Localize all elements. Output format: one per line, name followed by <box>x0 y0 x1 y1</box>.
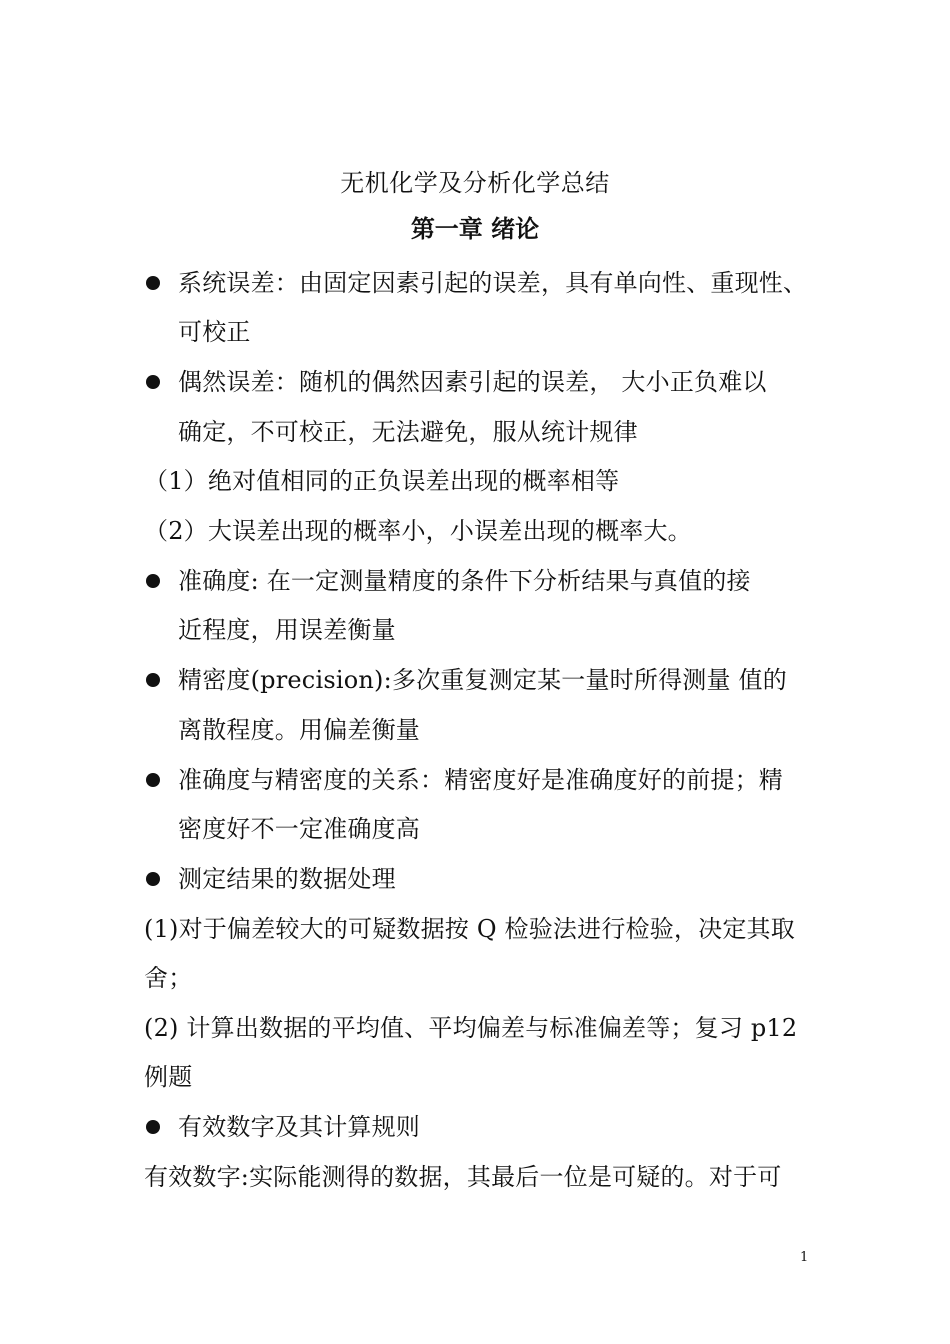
paragraph-line: 确定，不可校正，无法避免，服从统计规律 <box>178 418 638 446</box>
paragraph-line: 系统误差：由固定因素引起的误差，具有单向性、重现性、 <box>178 269 808 297</box>
paragraph-line: (2) 计算出数据的平均值、平均偏差与标准偏差等；复习 p12 <box>144 1014 798 1042</box>
paragraph-line: (1)对于偏差较大的可疑数据按 Q 检验法进行检验，决定其取 <box>144 915 795 943</box>
paragraph-line: 可校正 <box>178 318 251 346</box>
paragraph-line: 偶然误差：随机的偶然因素引起的误差， 大小正负难以 <box>178 368 767 396</box>
paragraph-line: （1）绝对值相同的正负误差出现的概率相等 <box>144 467 620 495</box>
paragraph-line: 密度好不一定准确度高 <box>178 815 420 843</box>
paragraph-line: 精密度(precision):多次重复测定某一量时所得测量 值的 <box>178 666 787 694</box>
paragraph-line: 有效数字及其计算规则 <box>178 1113 420 1141</box>
paragraph-line: 例题 <box>144 1063 193 1091</box>
paragraph-line: （2）大误差出现的概率小，小误差出现的概率大。 <box>144 517 692 545</box>
paragraph-line: 离散程度。用偏差衡量 <box>178 716 420 744</box>
paragraph-line: 准确度与精密度的关系：精密度好是准确度好的前提；精 <box>178 766 783 794</box>
chapter-heading: 第一章 绪论 <box>410 215 540 243</box>
document-title: 无机化学及分析化学总结 <box>340 169 610 197</box>
bullet-icon <box>146 375 160 389</box>
bullet-icon <box>146 1120 160 1134</box>
paragraph-line: 测定结果的数据处理 <box>178 865 396 893</box>
page-number: 1 <box>800 1250 809 1265</box>
bullet-icon <box>146 276 160 290</box>
paragraph-line: 近程度，用误差衡量 <box>178 616 396 644</box>
paragraph-line: 有效数字:实际能测得的数据，其最后一位是可疑的。对于可 <box>144 1163 782 1191</box>
bullet-icon <box>146 673 160 687</box>
bullet-icon <box>146 773 160 787</box>
paragraph-line: 舍； <box>144 964 193 992</box>
paragraph-line: 准确度: 在一定测量精度的条件下分析结果与真值的接 <box>178 567 751 595</box>
bullet-icon <box>146 574 160 588</box>
bullet-icon <box>146 872 160 886</box>
